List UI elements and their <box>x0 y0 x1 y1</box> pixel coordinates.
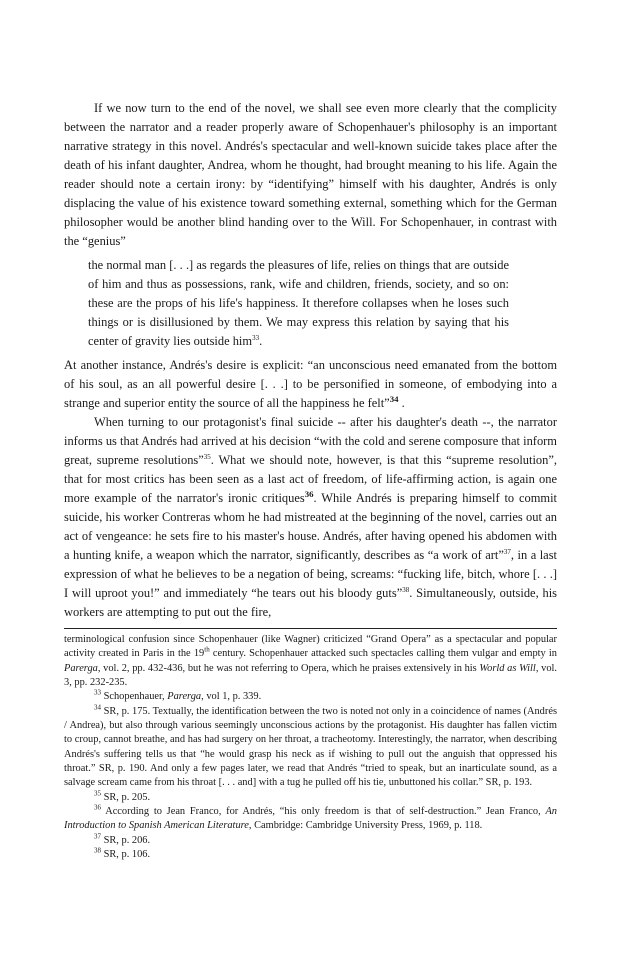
footnote-36-title: An Introduction to Spanish American Literature <box>64 806 557 832</box>
footnote-ref-34: 34 <box>389 393 399 404</box>
footnote-cont-text-a: terminological confusion since Schopenhauer (like Wagner) criticized “Grand Opera” as a spectacular and popular activity created in Paris in the 19 <box>64 634 557 660</box>
footnote-38-text: SR, p. 106. <box>101 849 151 861</box>
footnote-33 <box>64 690 557 704</box>
footnote-37-number: 37 <box>94 832 101 841</box>
paragraph-3-text-e: . Simultaneously, outside, his workers are attempting to put out the fire, <box>64 586 558 619</box>
footnote-cont-sup: th <box>204 645 210 654</box>
footnote-33-text-a: Schopenhauer, <box>101 691 168 703</box>
footnote-34-text: SR, p. 175. Textually, the identification between the two is noted not only in a coincidence of names (Andrés / Andrea), but also through various seemingly unconscious actions by the protagonist. His daughter has fallen victim to croup, cannot breathe, and has had surgery on her throat, a tracheotomy. Interestingly, the narrator, when describing Andrés's suffering tells us that “he would grasp his neck as if wishing to pull out the anguish that oppressed his throat.” SR, p. 190. And only a few pages later, we read that Andrés “tried to speak, but an inarticulate sound, as a salvage scream came from his throat [. . . and] with a tug he pulled off his tie, unbuttoned his collar.” SR, p. 193. <box>64 705 557 789</box>
footnote-34 <box>64 705 557 791</box>
footnote-35-number: 35 <box>94 789 101 798</box>
footnote-cont-text-c: , vol. 2, pp. 432-436, but he was not referring to Opera, which he praises extensively in his <box>97 662 480 674</box>
footnote-37 <box>64 834 557 848</box>
footnote-cont-title-parerga: Parerga <box>64 662 98 674</box>
footnote-36 <box>64 805 557 834</box>
footnote-34-number: 34 <box>94 703 101 712</box>
footnote-38 <box>64 848 557 862</box>
footnote-continuation <box>64 633 557 690</box>
footnote-ref-35: 35 <box>203 452 211 461</box>
footnote-36-text-a: According to Jean Franco, for Andrés, “his only freedom is that of self-destruction.” Jean Franco, <box>101 806 546 818</box>
footnote-33-text-b: , vol 1, p. 339. <box>201 691 262 703</box>
page <box>64 99 557 863</box>
footnote-36-number: 36 <box>94 803 101 812</box>
footnote-33-title: Parerga <box>167 691 202 703</box>
block-quote <box>88 256 509 351</box>
paragraph-1 <box>64 99 557 251</box>
paragraph-3-text-c: . While Andrés is preparing himself to commit suicide, his worker Contreras whom he had mistreated at the beginning of the novel, carries out an act of vengeance: he sets fire to his master's house. Andrés, after having opened his abdomen with a hunting knife, a weapon which the narrator, significantly, describes as “a work of art” <box>64 491 557 562</box>
footnote-35-text: SR, p. 205. <box>101 791 151 803</box>
footnote-38-number: 38 <box>94 846 101 855</box>
footnote-cont-text-b: century. Schopenhauer attacked such spectacles calling them vulgar and empty in <box>209 648 557 660</box>
footnotes <box>64 633 557 863</box>
paragraph-2-text: At another instance, Andrés's desire is explicit: “an unconscious need emanated from the bottom of his soul, as an all powerful desire [. . .] to be personified in someone, of embodying into a strange and superior entity the source of all the happiness he felt” <box>64 358 557 410</box>
paragraph-3-text-a: When turning to our protagonist's final suicide -- after his daughter's death --, the narrator informs us that Andrés had arrived at his decision “with the cold and serene composure that inform great, supreme resolutions” <box>64 415 557 467</box>
footnote-33-number: 33 <box>94 688 101 697</box>
block-quote-end: . <box>259 334 263 348</box>
footnote-ref-37: 37 <box>503 547 511 556</box>
paragraph-2-end: . <box>398 396 405 410</box>
footnote-ref-38: 38 <box>402 585 410 594</box>
footnote-cont-text-d: , vol. 3, pp. 232-235. <box>64 662 557 689</box>
paragraph-3 <box>64 413 557 622</box>
footnote-35 <box>64 791 557 805</box>
paragraph-3-text-b: . What we should note, however, is that this “supreme resolution”, that for most critics has been seen as a last act of freedom, of life-affirming action, is again one more example of the narrator's ironic critiques <box>64 453 557 505</box>
paragraph-2 <box>64 356 557 413</box>
paragraph-3-text-d: , in a last expression of what he believes to be a negation of being, screams: “fucking life, bitch, whore [. . .] I will uproot you!” and immediately “he tears out his bloody guts” <box>64 548 557 600</box>
main-text <box>64 99 557 622</box>
block-quote-text: the normal man [. . .] as regards the pleasures of life, relies on things that are outside of him and thus as possessions, rank, wife and children, friends, society, and so on: these are the props of his life's happiness. It therefore collapses when he loses such things or is disillusioned by them. We may express this relation by saying that his center of gravity lies outside him <box>88 258 509 348</box>
footnote-37-text: SR, p. 206. <box>101 834 151 846</box>
footnote-36-text-b: , Cambridge: Cambridge University Press, 1969, p. 118. <box>248 820 483 832</box>
footnote-divider <box>64 628 557 629</box>
footnote-ref-36: 36 <box>304 488 314 499</box>
paragraph-1-text: If we now turn to the end of the novel, we shall see even more clearly that the complicity between the narrator and a reader properly aware of Schopenhauer's philosophy is an important narrative strategy in this novel. Andrés's spectacular and well-known suicide takes place after the death of his infant daughter, Andrea, whom he thought, had brought meaning to his life. Again the reader should note a certain irony: by “identifying” himself with his daughter, Andrés is only displacing the value of his existence toward something external, something which for the German philosopher would be another blind handing over to the Will. For Schopenhauer, in contrast with the “genius” <box>64 101 557 248</box>
footnote-ref-33: 33 <box>252 333 260 342</box>
footnote-cont-title-world: World as Will <box>479 662 536 674</box>
